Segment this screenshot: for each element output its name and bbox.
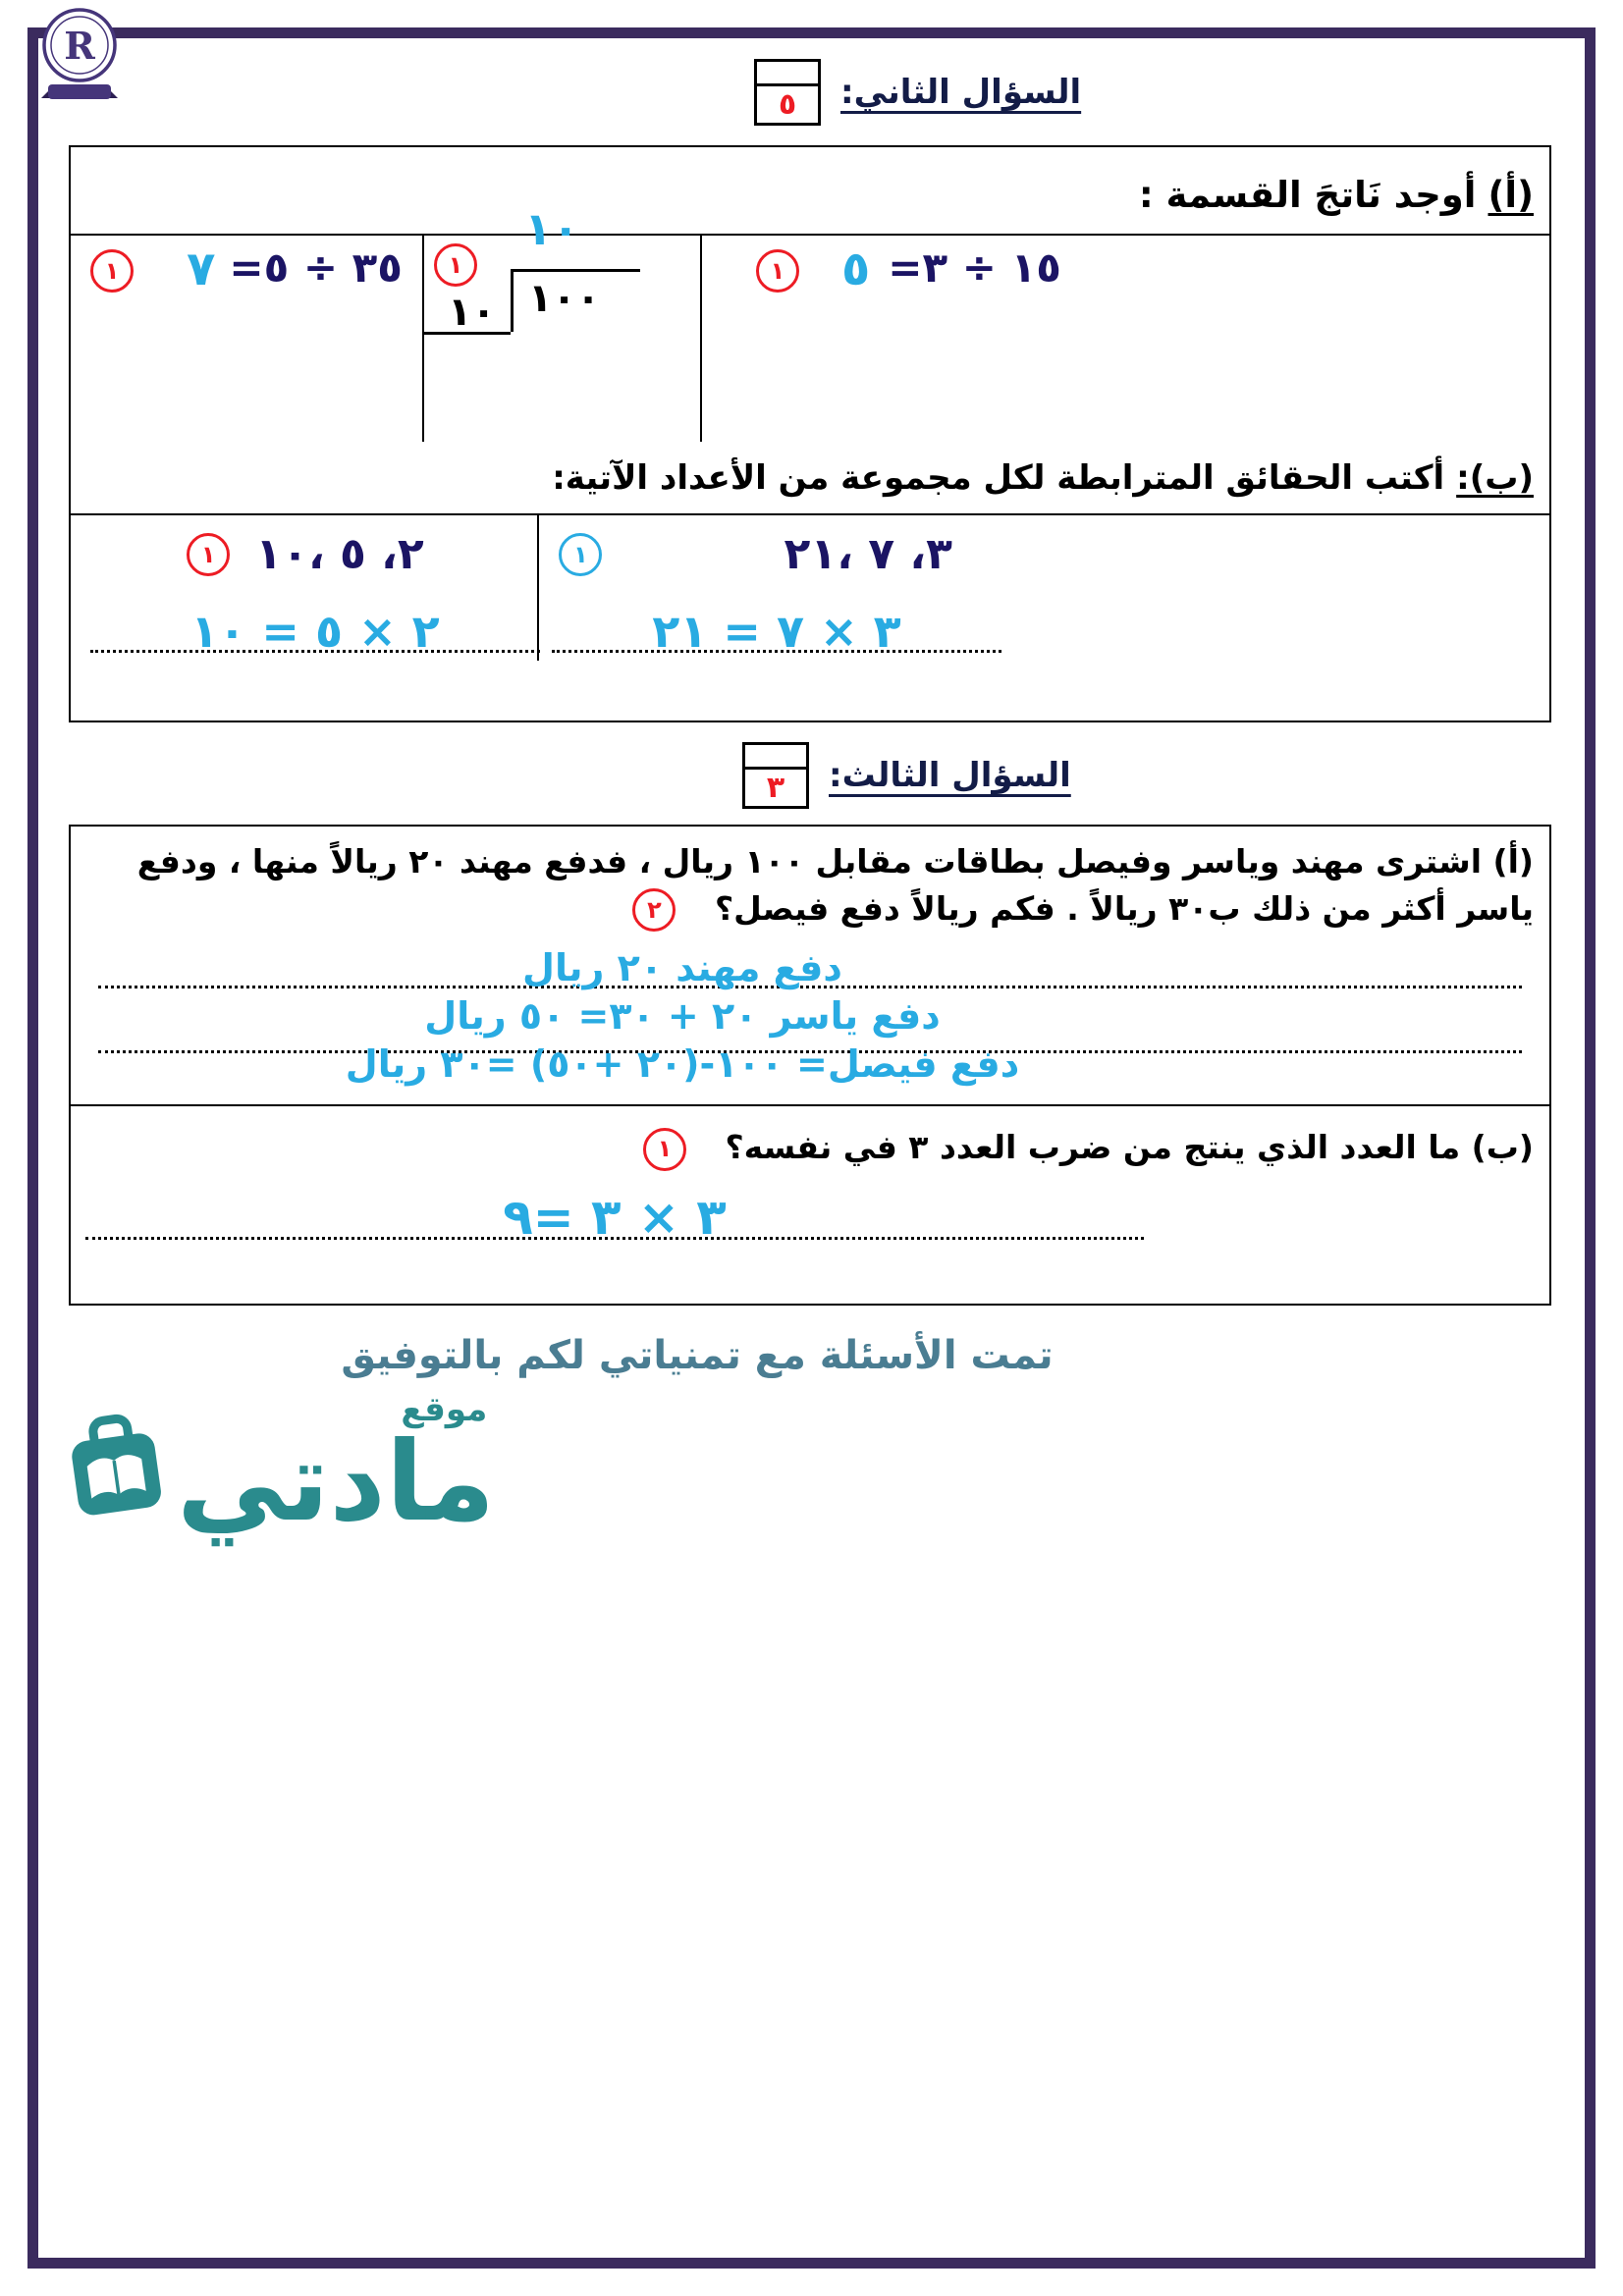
- mark-circle-2: ١: [434, 243, 477, 287]
- score-box-q2-top-cell: [757, 62, 818, 86]
- site-word: موقع: [401, 1390, 488, 1429]
- work-answer-1: دفع مهند ٢٠ ريال: [522, 945, 842, 989]
- school-logo-letter: R: [64, 24, 95, 68]
- mark-circle-q3b: ١: [643, 1128, 686, 1171]
- part-b-heading: [71, 442, 1549, 515]
- long-division-quotient: ١٠: [524, 202, 580, 255]
- question2-header: [754, 59, 1081, 126]
- related-facts-row: [71, 515, 1549, 720]
- site-name: مادتي: [177, 1418, 496, 1546]
- work-answer-2: دفع ياسر ٢٠ + ٣٠= ٥٠ ريال: [424, 993, 941, 1038]
- word-problem-text-2: ياسر أكثر من ذلك ب٣٠ ريالاً . فكم ريالاً دفع فيصل؟: [714, 888, 1534, 928]
- question3-section: [69, 825, 1551, 1306]
- score-value-q2: ٥: [778, 87, 797, 122]
- group-right-answer: ٣ × ٧ = ٢١: [652, 605, 901, 659]
- long-division-divisor: ١٠: [448, 290, 496, 335]
- long-division-top-line: [511, 269, 640, 272]
- long-division-vertical-line: [511, 269, 514, 332]
- closing-note: تمت الأسئلة مع تمنياتي لكم بالتوفيق: [341, 1333, 1054, 1378]
- score-value-q3: ٣: [766, 771, 785, 805]
- part-a-label-q3: (أ): [1492, 842, 1534, 881]
- number-group-right-numbers: ٣، ٧ ،٢١: [784, 529, 952, 579]
- work-answers: [86, 946, 1534, 1091]
- number-group-left: [71, 515, 540, 720]
- score-box-q3-top-cell: [745, 745, 806, 770]
- question3-part-b: [71, 1106, 1549, 1303]
- division-answer-1: ٥: [841, 241, 871, 296]
- long-division-bottom-line: [424, 332, 511, 335]
- number-group-right-line: [540, 531, 1549, 578]
- question2-title: السؤال الثاني:: [840, 73, 1082, 112]
- question2-section: [69, 145, 1551, 722]
- mark-circle-3: ١: [90, 249, 134, 293]
- division-expression-1: ١٥ ÷ ٣=: [888, 243, 1061, 292]
- group-right-answer-area: [552, 600, 1001, 663]
- score-box-q2: [754, 59, 821, 126]
- number-group-left-line: [71, 531, 540, 578]
- groups-vertical-divider: [537, 515, 539, 661]
- part-b-heading-text: أكتب الحقائق المترابطة لكل مجموعة من الأعداد الآتية:: [552, 457, 1445, 498]
- group-left-answer-area: [90, 600, 540, 663]
- part-b-question: [86, 1124, 1534, 1171]
- part-b-question-text: (ب) ما العدد الذي ينتج من ضرب العدد ٣ في نفسه؟: [725, 1128, 1534, 1166]
- mark-circle-1: ١: [756, 249, 799, 293]
- work-answer-3: دفع فيصل= ١٠٠-(٢٠ +٥٠) =٣٠ ريال: [345, 1041, 1020, 1086]
- division-answer-3: ٧: [187, 241, 216, 296]
- division-cell-2: [422, 202, 702, 442]
- long-division-diagram: [424, 202, 700, 442]
- school-logo: [39, 4, 120, 120]
- bag-icon: [57, 1392, 173, 1541]
- division-problems-row: [71, 202, 1549, 442]
- mark-circle-q3a: ٢: [632, 888, 676, 932]
- site-name-block: [177, 1390, 496, 1546]
- work-answer-row-2: [86, 994, 1534, 1042]
- division-expression-3: ٣٥ ÷ ٥=: [229, 243, 403, 292]
- school-badge-icon: [39, 4, 120, 120]
- number-group-right: [540, 515, 1549, 720]
- part-b-answer-area: [85, 1189, 1144, 1248]
- mark-circle-group-left: ١: [187, 533, 230, 576]
- site-logo: [57, 1390, 496, 1546]
- part-a-heading: [71, 147, 1549, 236]
- division-cell-1: [702, 236, 1549, 442]
- number-group-left-numbers: ٢، ٥ ،١٠: [255, 529, 424, 579]
- work-answer-row-3: [86, 1042, 1534, 1091]
- question3-title: السؤال الثالث:: [829, 756, 1071, 795]
- part-b-answer: ٣ × ٣ =٩: [503, 1189, 727, 1246]
- question3-part-a: [71, 827, 1549, 1106]
- question3-header: [742, 742, 1071, 809]
- word-problem-line-2: [86, 885, 1534, 933]
- part-a-heading-text: أوجد نَاتجَ القسمة :: [1138, 173, 1477, 216]
- group-left-answer: ٢ × ٥ = ١٠: [190, 605, 440, 659]
- work-answer-row-1: [86, 946, 1534, 994]
- word-problem-text-1: اشترى مهند وياسر وفيصل بطاقات مقابل ١٠٠ ريال ، فدفع مهند ٢٠ ريالاً منها ، ودفع: [136, 842, 1483, 881]
- mark-circle-group-right: ١: [559, 533, 602, 576]
- word-problem-line-1: [86, 838, 1534, 885]
- part-a-label: (أ): [1488, 173, 1534, 216]
- score-box-q3: [742, 742, 809, 809]
- part-b-label: (ب):: [1456, 457, 1534, 498]
- division-cell-3: [71, 236, 422, 442]
- long-division-dividend: ١٠٠: [528, 276, 601, 321]
